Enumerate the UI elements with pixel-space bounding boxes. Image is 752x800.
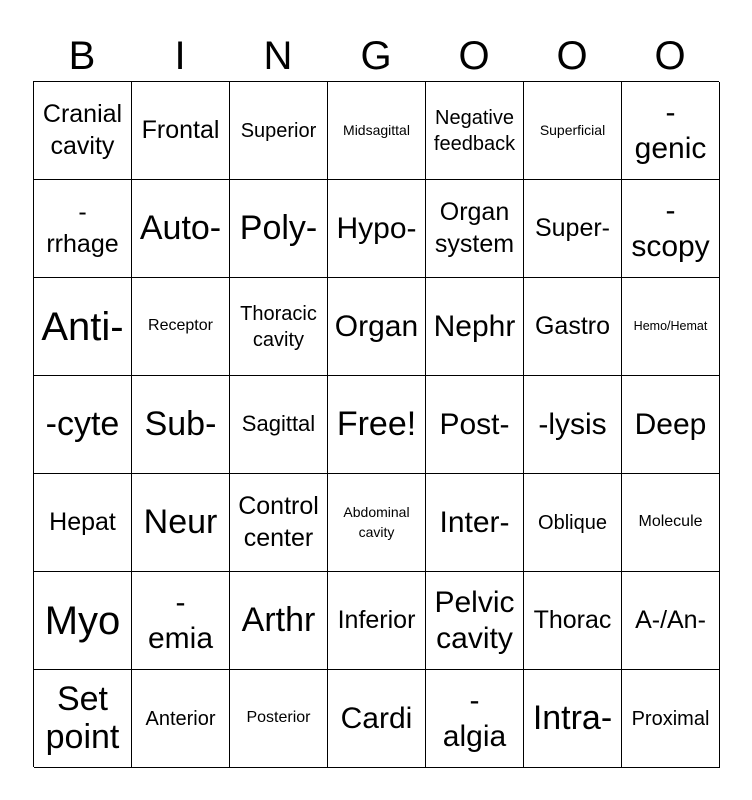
cell-label: Inter- xyxy=(439,505,510,539)
cell-label: Receptor xyxy=(148,317,213,335)
bingo-cell[interactable] xyxy=(622,474,720,572)
bingo-cell[interactable] xyxy=(426,82,524,180)
bingo-cell[interactable] xyxy=(524,180,622,278)
bingo-cell[interactable] xyxy=(328,180,426,278)
cell-label: Sagittal xyxy=(241,411,316,437)
cell-label: Frontal xyxy=(141,115,220,144)
bingo-cell[interactable] xyxy=(230,278,328,376)
bingo-cell[interactable] xyxy=(132,474,230,572)
bingo-cell[interactable] xyxy=(622,376,720,474)
bingo-cell[interactable] xyxy=(328,376,426,474)
bingo-header xyxy=(33,30,719,82)
cell-label: Organ xyxy=(334,309,419,343)
bingo-cell[interactable] xyxy=(230,180,328,278)
bingo-cell[interactable] xyxy=(132,82,230,180)
bingo-cell[interactable] xyxy=(328,572,426,670)
cell-label: -cyte xyxy=(45,404,120,443)
bingo-cell[interactable] xyxy=(34,376,132,474)
bingo-cell[interactable] xyxy=(328,474,426,572)
bingo-cell[interactable] xyxy=(524,572,622,670)
cell-label: Anti- xyxy=(41,304,124,349)
cell-label: Arthr xyxy=(241,600,316,639)
cell-label: Organ system xyxy=(434,198,515,258)
bingo-cell[interactable] xyxy=(230,376,328,474)
bingo-cell[interactable] xyxy=(230,572,328,670)
cell-label: Hepat xyxy=(49,507,116,536)
cell-label: Intra- xyxy=(532,698,613,737)
header-letter-b: B xyxy=(68,34,96,78)
cell-label: Abdominal cavity xyxy=(343,503,410,540)
bingo-cell[interactable] xyxy=(426,670,524,768)
cell-label: Cardi xyxy=(340,701,413,735)
cell-label: Posterior xyxy=(246,709,311,727)
bingo-cell[interactable] xyxy=(328,278,426,376)
cell-label: Superficial xyxy=(539,121,606,138)
bingo-cell[interactable] xyxy=(328,82,426,180)
cell-label: Molecule xyxy=(638,513,703,531)
bingo-cell[interactable] xyxy=(132,180,230,278)
cell-label: Negative feedback xyxy=(433,106,516,155)
cell-label: Inferior xyxy=(337,605,416,634)
cell-label: Set point xyxy=(45,680,120,756)
bingo-cell[interactable] xyxy=(230,474,328,572)
cell-label: Oblique xyxy=(538,511,607,534)
bingo-cell[interactable] xyxy=(524,82,622,180)
cell-label: Deep xyxy=(634,407,707,441)
cell-label: Sub- xyxy=(144,404,217,443)
header-letter-o2: O xyxy=(556,34,588,78)
bingo-cell[interactable] xyxy=(426,572,524,670)
bingo-cell[interactable] xyxy=(524,376,622,474)
cell-label: Thoracic cavity xyxy=(240,302,317,351)
header-letter-o1: O xyxy=(458,34,490,78)
cell-label: Midsagittal xyxy=(343,121,410,138)
bingo-cell[interactable] xyxy=(622,278,720,376)
bingo-cell[interactable] xyxy=(426,180,524,278)
cell-label: - scopy xyxy=(631,193,710,263)
cell-label: Nephr xyxy=(433,309,516,343)
cell-label: Free! xyxy=(336,404,417,443)
cell-label: - emia xyxy=(147,585,214,655)
bingo-cell[interactable] xyxy=(132,278,230,376)
bingo-cell[interactable] xyxy=(230,670,328,768)
cell-label: Post- xyxy=(439,407,510,441)
bingo-cell[interactable] xyxy=(622,180,720,278)
header-letter-i: I xyxy=(174,34,186,78)
bingo-cell[interactable] xyxy=(622,82,720,180)
cell-label: Gastro xyxy=(534,311,611,340)
cell-label: Neur xyxy=(143,502,218,541)
bingo-cell[interactable] xyxy=(132,376,230,474)
bingo-cell[interactable] xyxy=(524,474,622,572)
cell-label: - algia xyxy=(442,683,507,753)
bingo-cell[interactable] xyxy=(132,572,230,670)
cell-label: Hypo- xyxy=(336,211,417,245)
bingo-cell[interactable] xyxy=(426,278,524,376)
header-letter-g: G xyxy=(360,34,392,78)
header-letter-n: N xyxy=(263,34,293,78)
cell-label: Superior xyxy=(240,119,317,142)
cell-label: Myo xyxy=(44,598,121,643)
cell-label: - genic xyxy=(634,95,707,165)
cell-label: Auto- xyxy=(139,208,222,247)
cell-label: - rrhage xyxy=(46,198,119,258)
cell-label: Thorac xyxy=(533,605,612,634)
cell-label: -lysis xyxy=(538,407,607,441)
cell-label: Anterior xyxy=(145,707,216,730)
bingo-board xyxy=(33,81,719,767)
bingo-cell[interactable] xyxy=(622,572,720,670)
bingo-cell[interactable] xyxy=(622,670,720,768)
bingo-cell[interactable] xyxy=(132,670,230,768)
bingo-cell[interactable] xyxy=(328,670,426,768)
cell-label: Super- xyxy=(534,213,611,242)
bingo-cell[interactable] xyxy=(34,180,132,278)
header-letter-o3: O xyxy=(654,34,686,78)
bingo-cell[interactable] xyxy=(426,376,524,474)
cell-label: Cranial cavity xyxy=(42,100,123,160)
bingo-cell[interactable] xyxy=(34,278,132,376)
bingo-cell[interactable] xyxy=(34,474,132,572)
cell-label: Pelvic cavity xyxy=(434,585,515,655)
cell-label: Poly- xyxy=(239,208,318,247)
cell-label: Control center xyxy=(238,492,319,552)
bingo-cell[interactable] xyxy=(426,474,524,572)
cell-label: Hemo/Hemat xyxy=(633,318,708,333)
bingo-cell[interactable] xyxy=(34,572,132,670)
cell-label: A-/An- xyxy=(635,605,706,634)
bingo-cell[interactable] xyxy=(524,278,622,376)
cell-label: Proximal xyxy=(631,707,710,730)
bingo-cell[interactable] xyxy=(34,670,132,768)
bingo-cell[interactable] xyxy=(230,82,328,180)
bingo-cell[interactable] xyxy=(524,670,622,768)
bingo-cell[interactable] xyxy=(34,82,132,180)
